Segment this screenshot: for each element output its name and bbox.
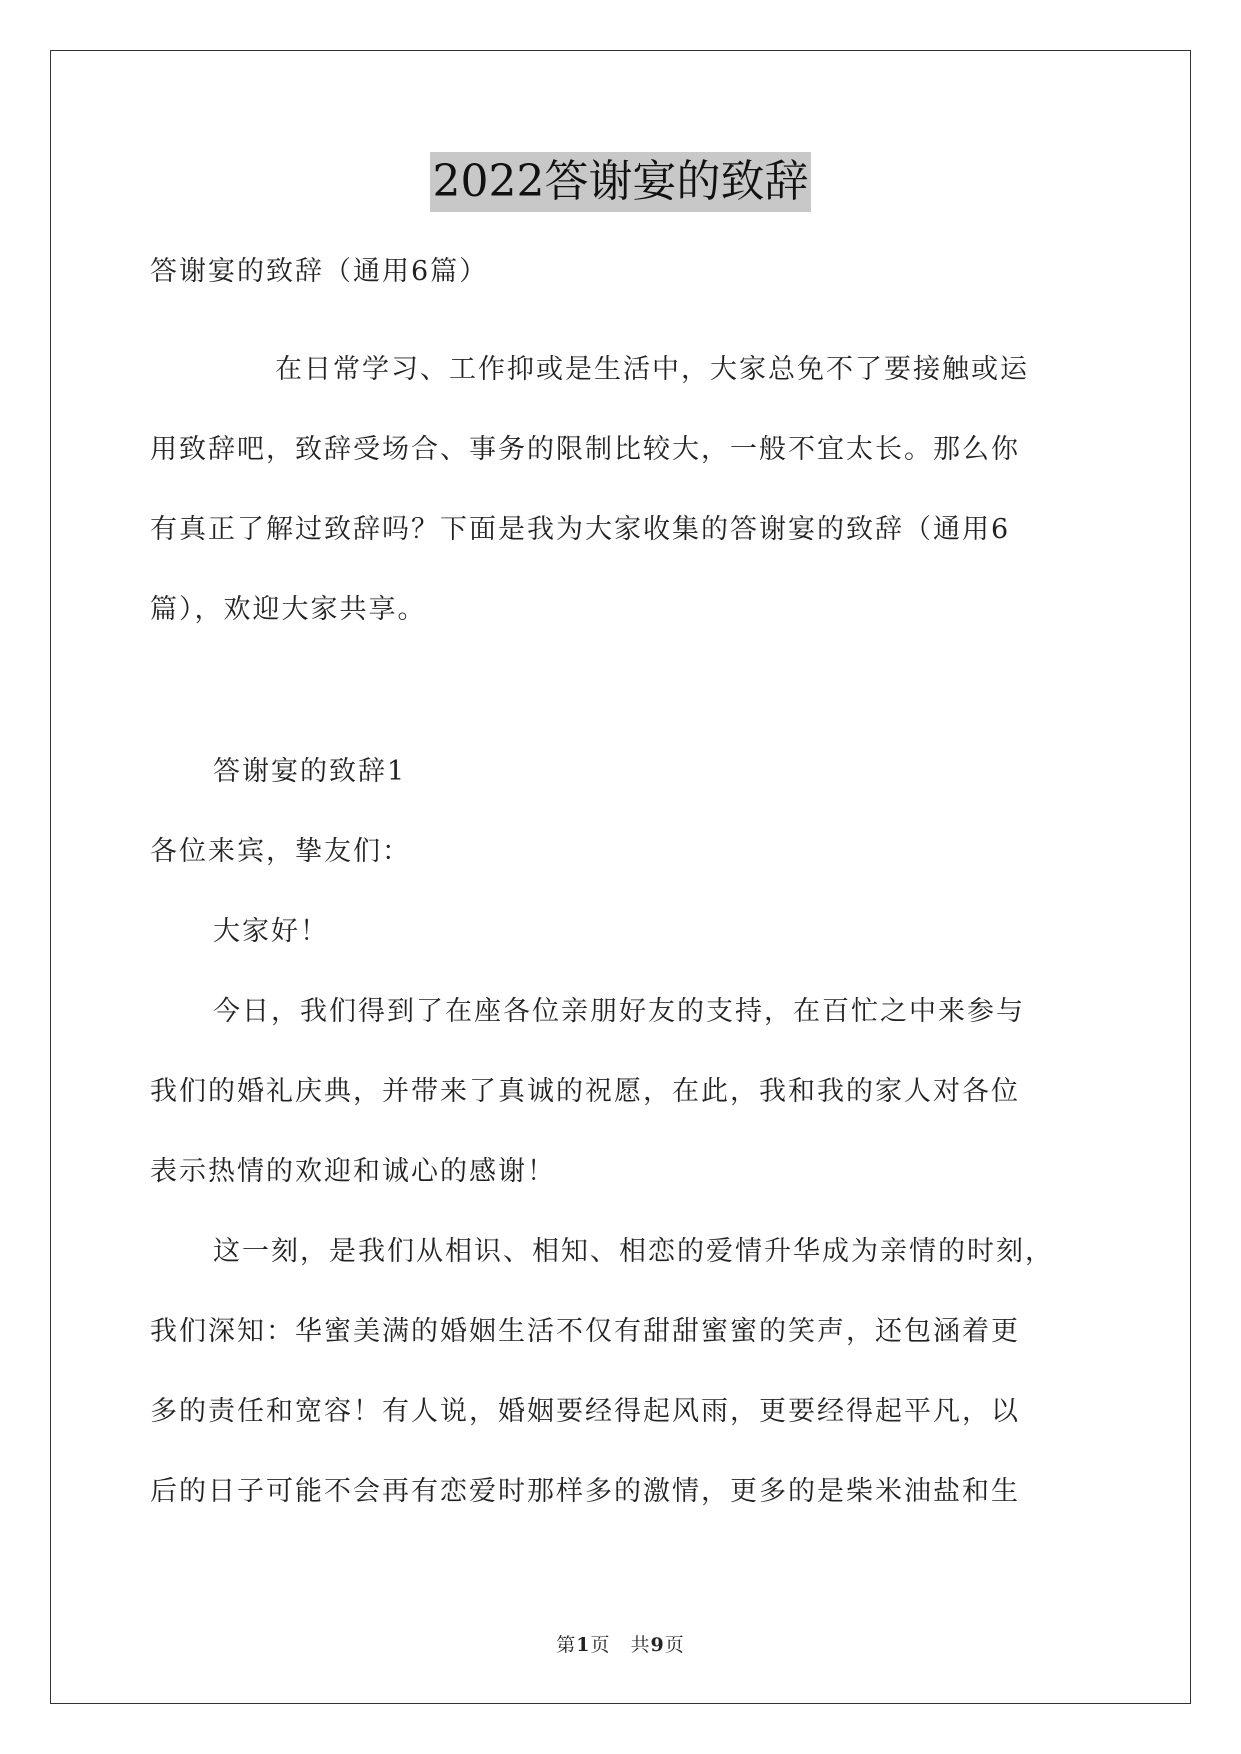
page-footer (0, 1630, 1241, 1657)
intro-line-4: 篇），欢迎大家共享。 (150, 594, 427, 625)
body-line-6: 多的责任和宽容！有人说，婚姻要经得起风雨，更要经得起平凡，以 (150, 1396, 1020, 1427)
intro-line-2: 用致辞吧，致辞受场合、事务的限制比较大，一般不宜太长。那么你 (150, 434, 1020, 465)
body-line-3: 表示热情的欢迎和诚心的感谢！ (150, 1156, 556, 1187)
page-border (50, 50, 1191, 1704)
salutation: 各位来宾，挚友们： (150, 836, 411, 867)
section-heading: 答谢宴的致辞1 (213, 756, 407, 787)
footer-total-pages: 9 (650, 1634, 665, 1656)
body-line-5: 我们深知：华蜜美满的婚姻生活不仅有甜甜蜜蜜的笑声，还包涵着更 (150, 1316, 1020, 1347)
title-container (0, 152, 1241, 212)
document-title: 2022答谢宴的致辞 (430, 152, 812, 212)
intro-line-3: 有真正了解过致辞吗？下面是我为大家收集的答谢宴的致辞（通用6 (150, 514, 1011, 545)
intro-line-1: 在日常学习、工作抑或是生活中，大家总免不了要接触或运 (275, 354, 1029, 385)
body-line-1: 今日，我们得到了在座各位亲朋好友的支持，在百忙之中来参与 (213, 996, 1025, 1027)
document-subtitle: 答谢宴的致辞（通用6篇） (150, 256, 489, 287)
body-line-2: 我们的婚礼庆典，并带来了真诚的祝愿，在此，我和我的家人对各位 (150, 1076, 1020, 1107)
footer-page-number: 1 (576, 1634, 591, 1656)
body-line-7: 后的日子可能不会再有恋爱时那样多的激情，更多的是柴米油盐和生 (150, 1476, 1020, 1507)
greeting: 大家好！ (213, 916, 329, 947)
body-line-4: 这一刻，是我们从相识、相知、相恋的爱情升华成为亲情的时刻， (213, 1236, 1054, 1267)
footer-page-mid: 页 共 (590, 1634, 651, 1656)
footer-page-prefix: 第 (556, 1634, 577, 1656)
footer-page-suffix: 页 (664, 1634, 685, 1656)
